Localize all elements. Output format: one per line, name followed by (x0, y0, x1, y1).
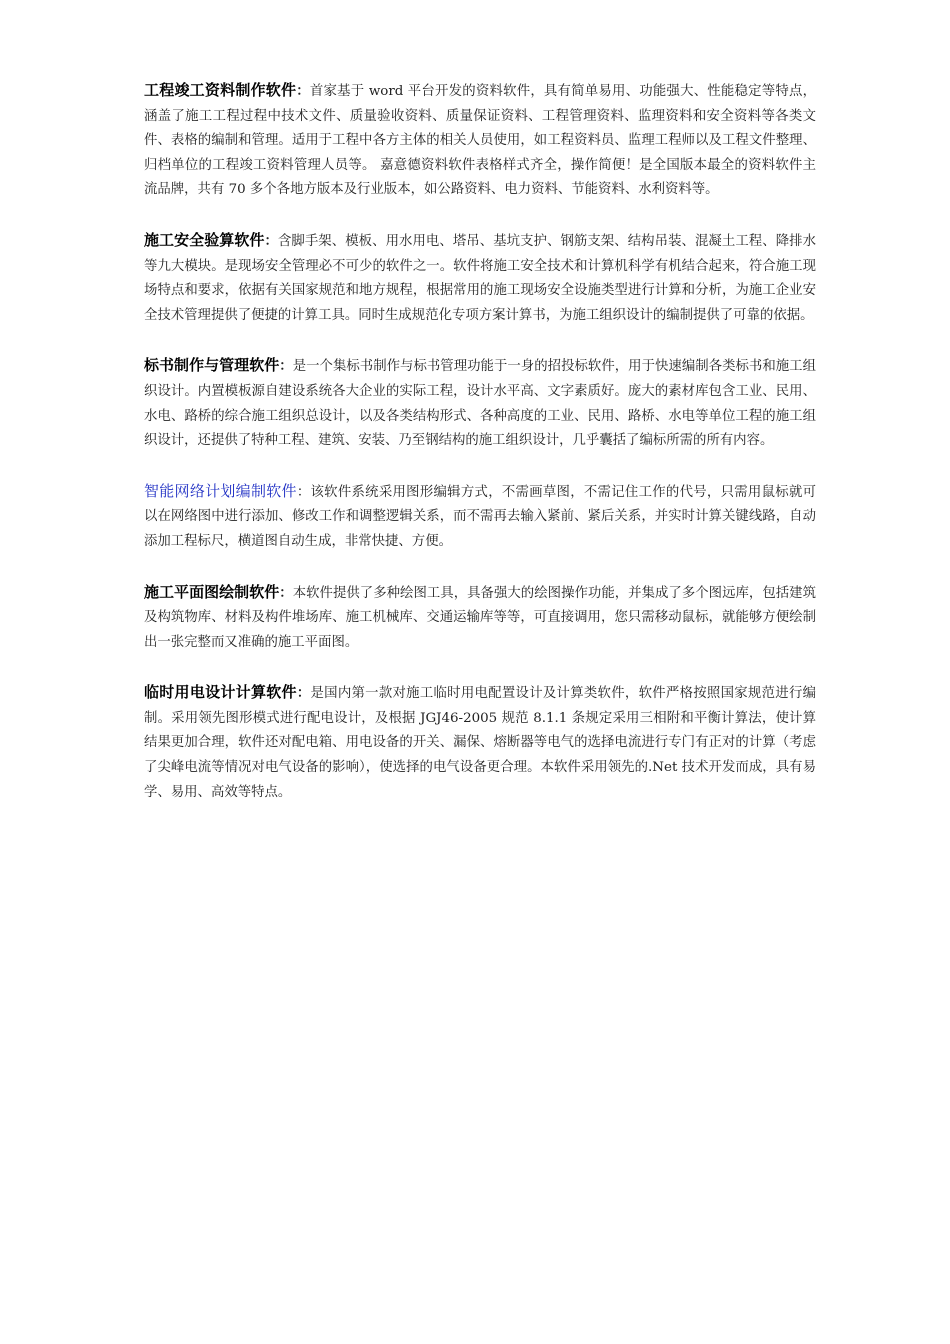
section-separator: ： (279, 359, 293, 375)
section-safety-calc-software (144, 228, 816, 328)
section-title: 临时用电设计计算软件 (144, 683, 297, 702)
section-body: 是一个集标书制作与标书管理功能于一身的招投标软件，用于快速编制各类标书和施工组织设计。内置模板源自建设系统各大企业的实际工程，设计水平高、文字素质好。庞大的素材库包含工业、民用、水电、路桥的综合施工组织总设计，以及各类结构形式、各种高度的工业、民用、路桥、水电等单位工程的施工组织设计，还提供了特种工程、建筑、安装、乃至钢结构的施工组织设计，几乎囊括了编标所需的所有内容。 (144, 359, 816, 449)
section-network-plan-software (144, 479, 816, 555)
section-title: 施工安全验算软件 (144, 230, 265, 249)
section-title: 施工平面图绘制软件 (144, 582, 280, 601)
section-separator: ： (264, 233, 278, 249)
section-separator: ： (296, 686, 311, 702)
section-title: 工程竣工资料制作软件 (144, 81, 297, 99)
section-body: 是国内第一款对施工临时用电配置设计及计算类软件，软件严格按照国家规范进行编制。采用领先图形模式进行配电设计，及根据 JGJ46-2005 规范 8.1.1 条规定采用三相附和平衡计算法，使计算结果更加合理，软件还对配电箱、用电设备的开关、漏保、熔断器等电气的选择电流进行专门有正对的计算（考虑了尖峰电流等情况对电气设备的影响），使选择的电气设备更合理。本软件采用领先的.Net 技术开发而成，具有易学、易用、高效等特点。 (144, 686, 816, 800)
section-separator: ： (279, 585, 293, 601)
section-title: 标书制作与管理软件 (144, 356, 280, 375)
section-body: 首家基于 word 平台开发的资料软件，具有简单易用、功能强大、性能稳定等特点，涵盖了施工工程过程中技术文件、质量验收资料、质量保证资料、工程管理资料、监理资料和安全资料等各类文件、表格的编制和管理。适用于工程中各方主体的相关人员使用，如工程资料员、监理工程师以及工程文件整理、归档单位的工程竣工资料管理人员等。 嘉意德资料软件表格样式齐全，操作简便！是全国版本最全的资料软件主流品牌，共有 70 多个各地方版本及行业版本，如公路资料、电力资料、节能资料、水利资料等。 (144, 84, 816, 198)
section-body: 本软件提供了多种绘图工具，具备强大的绘图操作功能，并集成了多个图远库，包括建筑及构筑物库、材料及构件堆场库、施工机械库、交通运输库等等，可直接调用，您只需移动鼠标，就能够方便绘制出一张完整而又准确的施工平面图。 (144, 585, 816, 650)
section-site-plan-software (144, 580, 816, 656)
section-body: 该软件系统采用图形编辑方式，不需画草图，不需记住工作的代号，只需用鼠标就可以在网络图中进行添加、修改工作和调整逻辑关系，而不需再去输入紧前、紧后关系，并实时计算关键线路，自动添加工程标尺，横道图自动生成，非常快捷、方便。 (144, 484, 816, 549)
section-title-link[interactable]: 智能网络计划编制软件 (144, 481, 297, 500)
section-separator: ： (296, 84, 310, 99)
section-separator: ： (296, 484, 311, 500)
section-tender-software (144, 353, 816, 453)
section-temp-power-software (144, 680, 816, 805)
document-page (144, 78, 816, 830)
section-body: 含脚手架、模板、用水用电、塔吊、基坑支护、钢筋支架、结构吊装、混凝土工程、降排水等九大模块。是现场安全管理必不可少的软件之一。软件将施工安全技术和计算机科学有机结合起来，符合施工现场特点和要求，依据有关国家规范和地方规程，根据常用的施工现场安全设施类型进行计算和分析，为施工企业安全技术管理提供了便捷的计算工具。同时生成规范化专项方案计算书，为施工组织设计的编制提供了可靠的依据。 (144, 233, 816, 323)
section-completion-docs-software (144, 78, 816, 203)
